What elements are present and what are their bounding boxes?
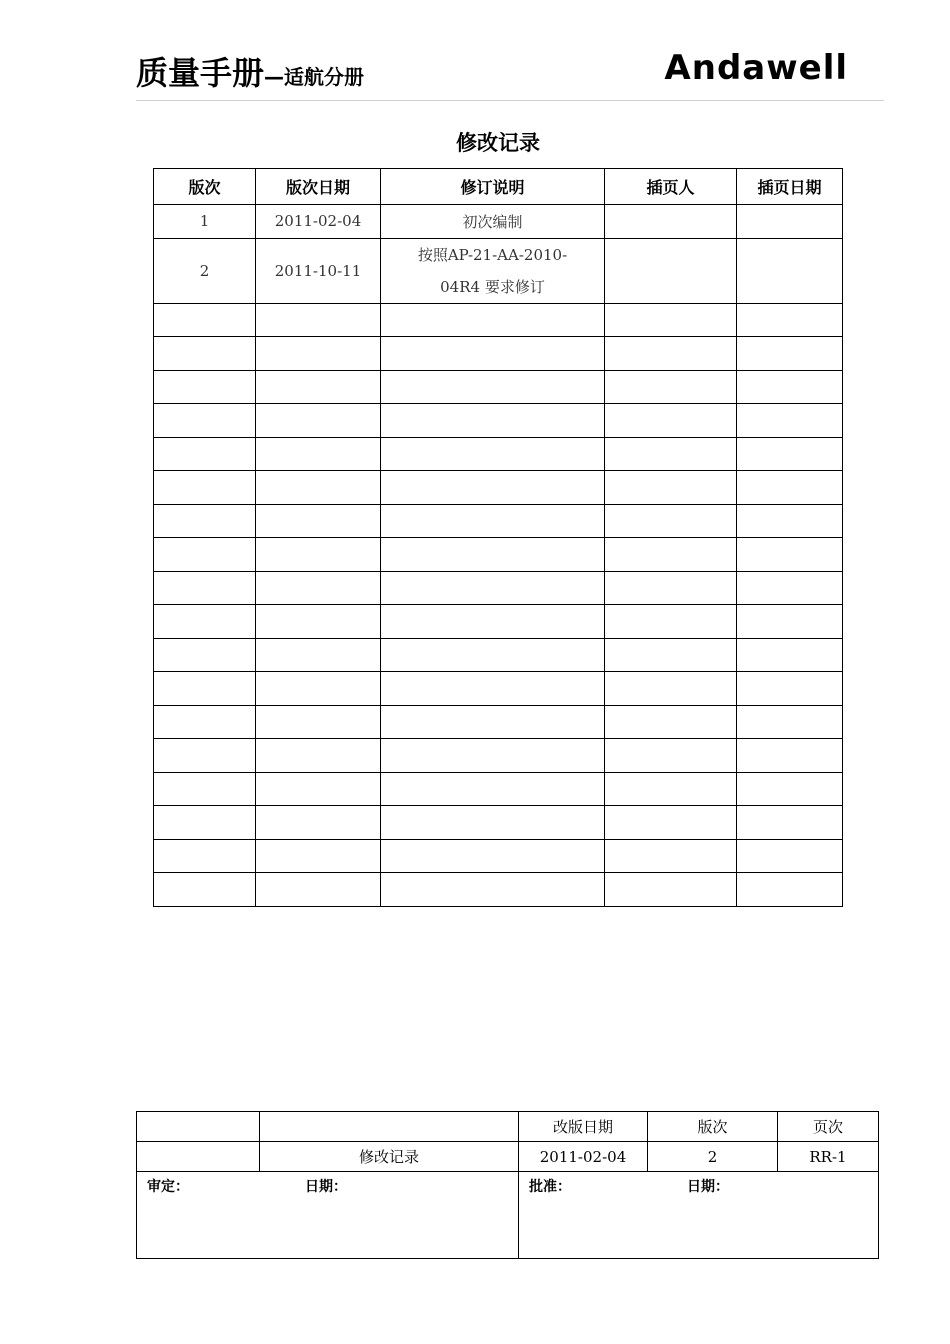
approved-label: 批准： [529,1179,571,1195]
cell-inserted-by [605,471,737,505]
cell-revision-note [381,839,605,873]
footer-label-revision: 版次 [648,1112,778,1142]
cell-inserted-by [605,337,737,371]
table-row-blank [154,337,843,371]
cell-insert-date [737,337,843,371]
cell-revision-date [256,839,381,873]
blank-rows [154,303,843,906]
table-row-blank [154,605,843,639]
cell-revision-date [256,471,381,505]
table-row-blank [154,370,843,404]
cell-revision-date [256,873,381,907]
cell-revision-note [381,672,605,706]
cell-inserted-by [605,571,737,605]
cell-revision-note [381,404,605,438]
manual-title [136,48,364,94]
cell-inserted-by [605,705,737,739]
cell-revision-date [256,504,381,538]
cell-revision-note [381,504,605,538]
table-row-blank [154,437,843,471]
table-row-blank [154,705,843,739]
manual-title-main: 质量手册 [136,54,265,92]
table-row-blank [154,504,843,538]
cell-revision-date [256,806,381,840]
cell-insert-date [737,437,843,471]
footer-revision-date: 2011-02-04 [519,1142,648,1172]
cell-revision-note [381,238,605,303]
column-header-revision-note: 修订说明 [381,169,605,205]
cell-revision-date [256,772,381,806]
cell-revision [154,370,256,404]
cell-revision-date [256,404,381,438]
cell-revision-note [381,571,605,605]
cell-revision: 1 [154,205,256,239]
cell-inserted-by [605,538,737,572]
cell-insert-date [737,471,843,505]
cell-revision [154,806,256,840]
footer-label-revision-date: 改版日期 [519,1112,648,1142]
cell-revision-note [381,772,605,806]
cell-insert-date [737,873,843,907]
note-line: 按照AP-21-AA-2010- [417,245,568,264]
cell-revision [154,839,256,873]
cell-revision-date [256,571,381,605]
footer-revision: 2 [648,1142,778,1172]
cell-revision [154,571,256,605]
cell-revision [154,672,256,706]
cell-insert-date [737,504,843,538]
cell-insert-date [737,605,843,639]
cell-inserted-by [605,672,737,706]
cell-inserted-by [605,437,737,471]
cell-insert-date [737,370,843,404]
approved-date-label: 日期： [687,1179,729,1195]
reviewed-label: 审定： [147,1179,189,1195]
cell-revision [154,605,256,639]
table-row-blank [154,739,843,773]
cell-insert-date [737,806,843,840]
document-footer-table [136,1111,879,1259]
cell-insert-date [737,238,843,303]
table-row-blank [154,772,843,806]
cell-revision [154,873,256,907]
table-row-blank [154,538,843,572]
footer-sign-row [137,1172,879,1259]
cell-insert-date [737,705,843,739]
cell-insert-date [737,672,843,706]
reviewed-date-label: 日期： [305,1179,347,1195]
cell-inserted-by [605,303,737,337]
cell-revision [154,337,256,371]
cell-inserted-by [605,772,737,806]
table-header-row [154,169,843,205]
cell-revision-note [381,806,605,840]
footer-header-row [137,1112,879,1142]
cell-revision [154,303,256,337]
cell-revision-note [381,638,605,672]
page-title: 修改记录 [456,131,540,155]
cell-revision-note: 初次编制 [381,205,605,239]
cell-revision-note [381,739,605,773]
cell-insert-date [737,303,843,337]
footer-page-number: RR-1 [778,1142,879,1172]
footer-value-row [137,1142,879,1172]
cell-insert-date [737,571,843,605]
cell-revision-note [381,303,605,337]
approved-sign-cell [519,1172,879,1259]
column-header-insert-date: 插页日期 [737,169,843,205]
table-row-blank [154,404,843,438]
cell-inserted-by [605,839,737,873]
cell-insert-date [737,739,843,773]
cell-inserted-by [605,806,737,840]
cell-revision: 2 [154,238,256,303]
table-row-blank [154,672,843,706]
cell-revision-date: 2011-02-04 [256,205,381,239]
cell-revision-note [381,370,605,404]
cell-insert-date [737,205,843,239]
cell-revision-date [256,303,381,337]
cell-revision-date [256,605,381,639]
cell-inserted-by [605,205,737,239]
cell-revision-note [381,337,605,371]
cell-revision [154,404,256,438]
company-logo-text: Andawell [664,48,848,88]
cell-inserted-by [605,238,737,303]
column-header-revision-date: 版次日期 [256,169,381,205]
cell-revision-date: 2011-10-11 [256,238,381,303]
footer-blank-cell [260,1112,519,1142]
cell-revision [154,705,256,739]
cell-insert-date [737,772,843,806]
table-row-blank [154,873,843,907]
cell-revision [154,504,256,538]
cell-insert-date [737,538,843,572]
footer-blank-cell [137,1142,260,1172]
footer-blank-cell [137,1112,260,1142]
cell-inserted-by [605,638,737,672]
table-row-blank [154,806,843,840]
column-header-revision: 版次 [154,169,256,205]
cell-revision [154,739,256,773]
cell-revision [154,437,256,471]
cell-revision-note [381,605,605,639]
cell-revision-date [256,538,381,572]
cell-inserted-by [605,605,737,639]
cell-revision-note [381,437,605,471]
cell-revision-note [381,538,605,572]
table-row-blank [154,571,843,605]
revision-record-table [153,168,843,907]
reviewed-sign-cell [137,1172,519,1259]
cell-revision-date [256,638,381,672]
cell-inserted-by [605,739,737,773]
cell-inserted-by [605,873,737,907]
cell-revision-date [256,672,381,706]
cell-revision-note [381,705,605,739]
column-header-inserted-by: 插页人 [605,169,737,205]
cell-revision-date [256,705,381,739]
cell-revision-date [256,437,381,471]
cell-insert-date [737,839,843,873]
cell-revision [154,471,256,505]
table-row [154,238,843,303]
note-line: 04R4 要求修订 [440,277,545,296]
manual-title-sub: —适航分册 [264,65,365,89]
cell-inserted-by [605,504,737,538]
table-row-blank [154,839,843,873]
cell-insert-date [737,404,843,438]
footer-label-page: 页次 [778,1112,879,1142]
cell-insert-date [737,638,843,672]
cell-revision-date [256,337,381,371]
cell-revision [154,538,256,572]
table-row-blank [154,638,843,672]
cell-revision [154,638,256,672]
cell-inserted-by [605,404,737,438]
footer-doc-name: 修改记录 [260,1142,519,1172]
cell-inserted-by [605,370,737,404]
cell-revision-date [256,739,381,773]
table-row-blank [154,303,843,337]
cell-revision-note [381,471,605,505]
table-row [154,205,843,239]
table-row-blank [154,471,843,505]
header-divider [136,100,884,101]
cell-revision-date [256,370,381,404]
cell-revision-note [381,873,605,907]
cell-revision [154,772,256,806]
